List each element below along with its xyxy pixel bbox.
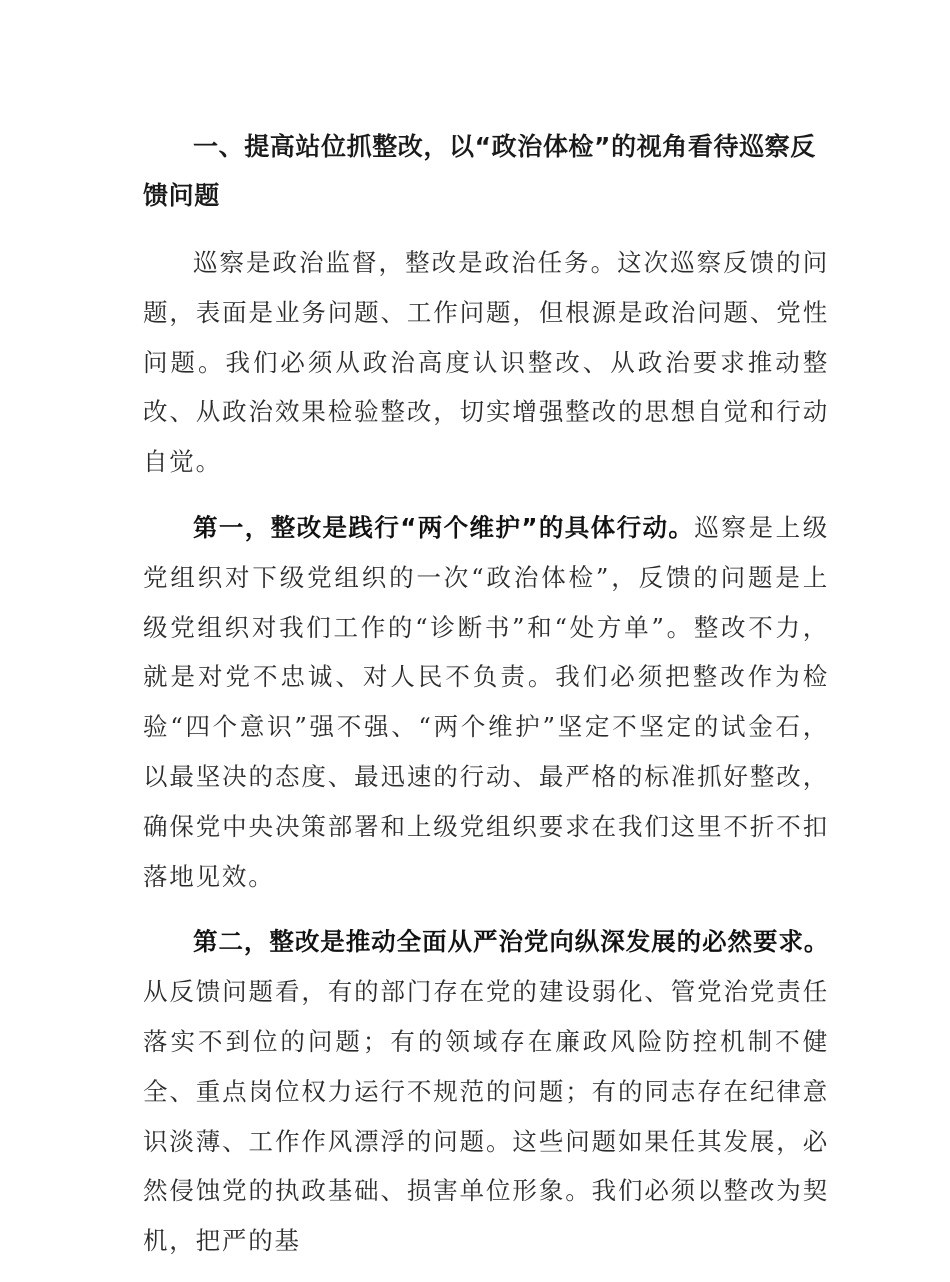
paragraph-lead: 第二，整改是推动全面从严治党向纵深发展的必然要求。 — [193, 927, 829, 957]
paragraph-second-point — [143, 917, 829, 1266]
paragraph-lead: 第一，整改是践行“两个维护”的具体行动。 — [193, 512, 695, 542]
document-page — [143, 122, 829, 1282]
section-heading: 一、提高站位抓整改，以“政治体检”的视角看待巡察反馈问题 — [143, 132, 816, 210]
paragraph-intro — [143, 238, 829, 487]
paragraph-text: 巡察是上级党组织对下级党组织的一次“政治体检”，反馈的问题是上级党组织对我们工作的“诊断书”和“处方单”。整改不力，就是对党不忠诚、对人民不负责。我们必须把整改作为检验“四个意识”强不强、“两个维护”坚定不坚定的试金石，以最坚决的态度、最迅速的行动、最严格的标准抓好整改，确保党中央决策部署和上级党组织要求在我们这里不折不扣落地见效。 — [143, 512, 830, 891]
paragraph-text: 从反馈问题看，有的部门存在党的建设弱化、管党治党责任落实不到位的问题；有的领域存在廉政风险防控机制不健全、重点岗位权力运行不规范的问题；有的同志存在纪律意识淡薄、工作作风漂浮的问题。这些问题如果任其发展，必然侵蚀党的执政基础、损害单位形象。我们必须以整改为契机，把严的基 — [143, 977, 829, 1256]
paragraph-text: 巡察是政治监督，整改是政治任务。这次巡察反馈的问题，表面是业务问题、工作问题，但根源是政治问题、党性问题。我们必须从政治高度认识整改、从政治要求推动整改、从政治效果检验整改，切实增强整改的思想自觉和行动自觉。 — [143, 248, 829, 477]
paragraph-first-point — [143, 503, 829, 901]
